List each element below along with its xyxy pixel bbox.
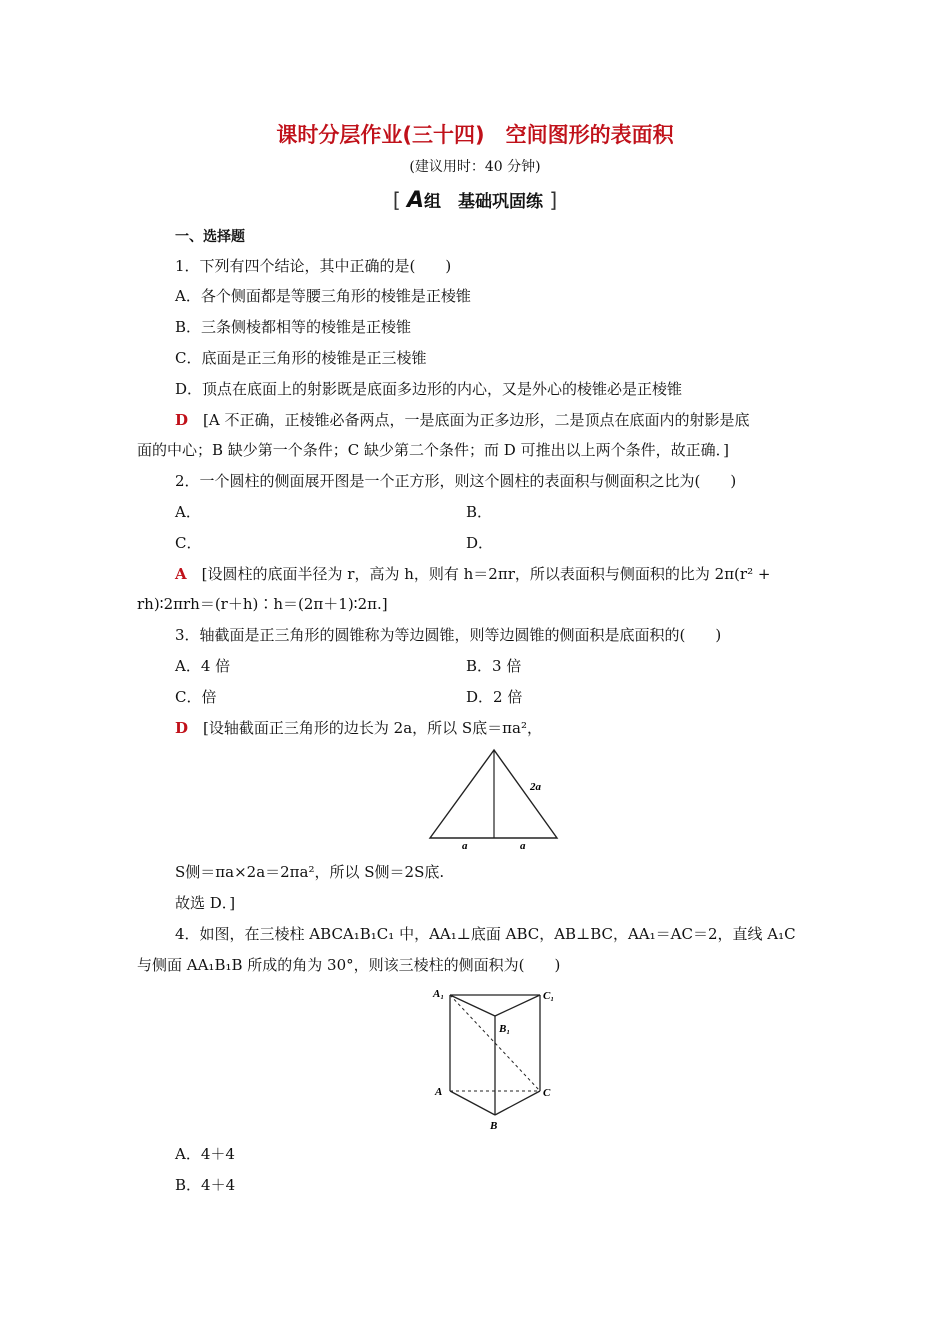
q1-stem: 1．下列有四个结论，其中正确的是( ) [175,257,452,275]
page-title: 课时分层作业(三十四) 空间图形的表面积 [276,123,674,147]
q4-stem-line2: 与侧面 AA₁B₁B 所成的角为 30°，则该三棱柱的侧面积为( ) [137,956,561,974]
right-bracket: ] [543,188,558,212]
q3-answer: D [175,719,189,737]
prism-label-b1: B₁ [499,1023,511,1035]
prism-label-a1: A₁ [433,988,445,1000]
q2-explanation-line2: rh)∶2πrh＝(r＋h)∶h＝(2π＋1)∶2π.] [137,595,388,613]
q2-stem: 2．一个圆柱的侧面展开图是一个正方形，则这个圆柱的表面积与侧面积之比为( ) [175,472,737,490]
prism-label-b: B [490,1120,498,1132]
q1-answer: D [175,411,189,429]
q1-option-b: B．三条侧棱都相等的棱锥是正棱锥 [175,318,412,336]
q2-explanation-line1: A [设圆柱的底面半径为 r，高为 h，则有 h＝2πr，所以表面积与侧面积的比为 2π(r² + [175,565,771,583]
group-heading [0,190,950,212]
group-label: 组 基础巩固练 [424,192,544,212]
q3-option-d: D．2 倍 [466,688,523,706]
q1-option-a: A．各个侧面都是等腰三角形的棱锥是正棱锥 [175,287,471,305]
q1-explanation-line2: 面的中心；B 缺少第一个条件；C 缺少第二个条件；而 D 可推出以上两个条件，故正确．] [137,441,729,459]
cone-axial-section-figure [420,745,570,855]
left-bracket: [ [392,188,407,212]
triangular-prism-figure [425,983,565,1138]
q1-option-d: D．顶点在底面上的射影既是底面多边形的内心，又是外心的棱锥必是正棱锥 [175,380,683,398]
q2-option-d: D． [466,534,494,552]
q3-explanation-line3: 故选 D．] [175,894,236,912]
prism-label-c1: C₁ [543,990,555,1002]
q4-stem-line1: 4．如图，在三棱柱 ABCA₁B₁C₁ 中，AA₁⊥底面 ABC，AB⊥BC，AA₁＝AC＝2，直线 A₁C [175,925,796,943]
q2-option-c: C． [175,534,202,552]
page-subtitle: (建议用时：40 分钟) [409,159,541,175]
q3-option-c: C．倍 [175,688,217,706]
q1-option-c: C．底面是正三角形的棱锥是正三棱锥 [175,349,427,367]
section-heading: 一、选择题 [175,229,245,245]
prism-label-a: A [435,1086,443,1098]
figure-label-a-left: a [462,840,468,852]
q4-option-a: A．4＋4 [175,1145,235,1163]
prism-label-c: C [543,1087,551,1099]
q4-option-b: B．4＋4 [175,1176,236,1194]
q2-answer: A [175,565,187,583]
figure-label-2a: 2a [530,781,541,793]
group-letter: A [406,188,425,213]
q3-explanation-line1: D [设轴截面正三角形的边长为 2a，所以 S底＝πa²， [175,719,542,737]
q3-explanation-line2: S侧＝πa×2a＝2πa²，所以 S侧＝2S底. [175,863,445,881]
q2-option-b: B． [466,503,493,521]
q3-option-a: A．4 倍 [175,657,231,675]
q3-option-b: B．3 倍 [466,657,522,675]
q2-option-a: A． [175,503,201,521]
q1-explanation-line1: D [A 不正确，正棱锥必备两点，一是底面为正多边形，二是顶点在底面内的射影是底 [175,411,750,429]
q3-stem: 3．轴截面是正三角形的圆锥称为等边圆锥，则等边圆锥的侧面积是底面积的( ) [175,626,722,644]
figure-label-a-right: a [520,840,526,852]
